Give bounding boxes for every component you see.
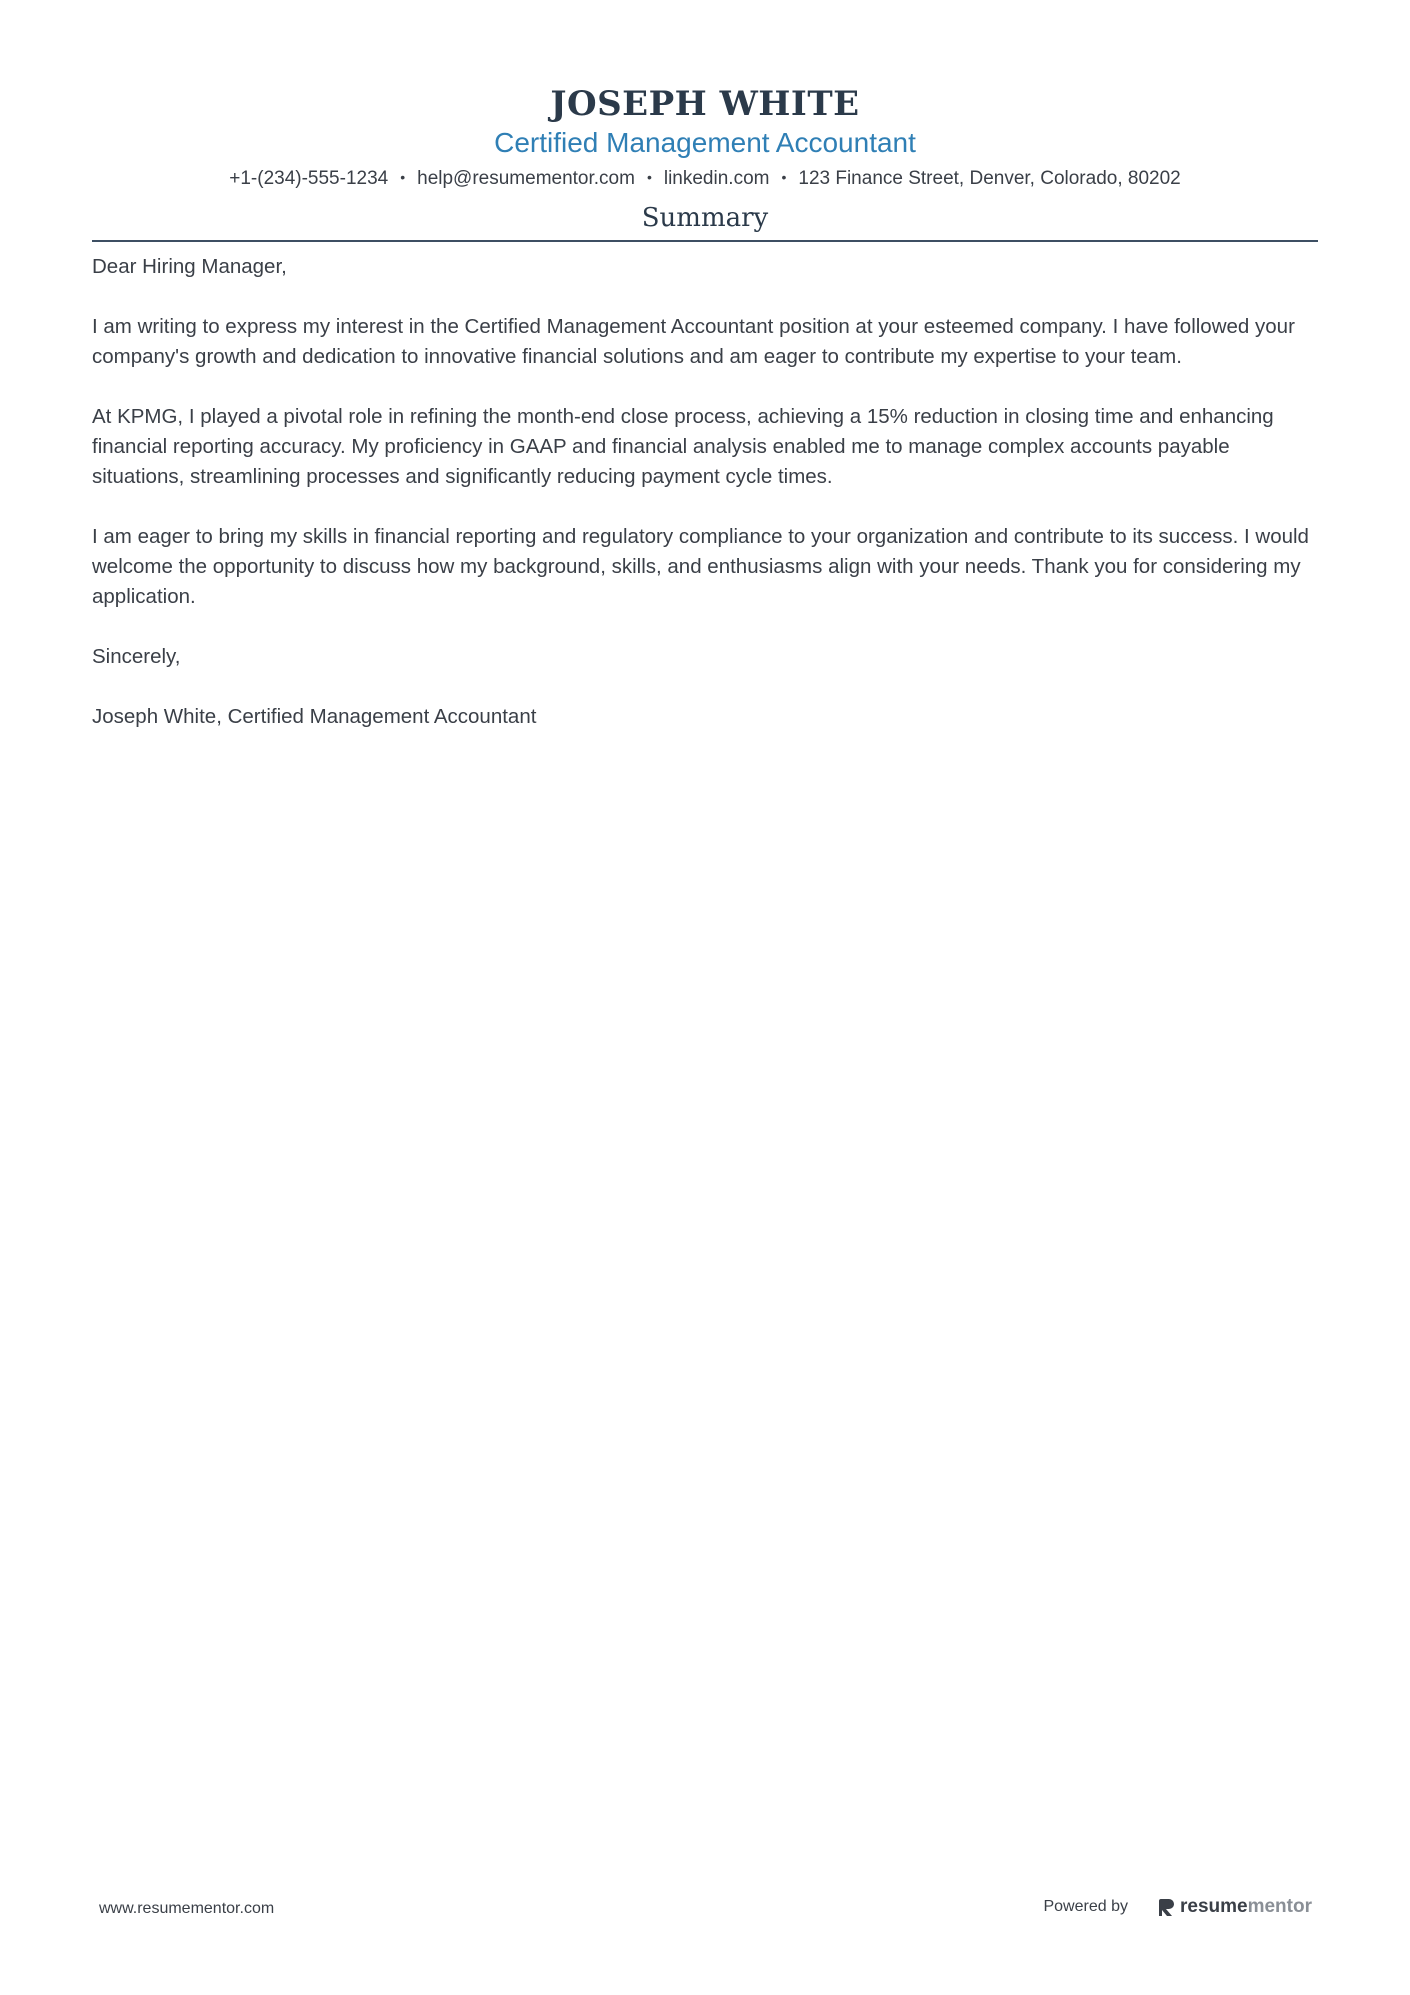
section-title: Summary (641, 203, 769, 233)
separator-dot: • (646, 169, 652, 185)
separator-dot: • (400, 169, 406, 185)
contact-email[interactable]: help@resumementor.com (417, 168, 635, 189)
contact-line (0, 164, 1410, 192)
resumementor-logo-icon (1158, 1897, 1176, 1917)
paragraph-3: I am eager to bring my skills in financial reporting and regulatory compliance to your organization and contribute to its success. I would welcome the opportunity to discuss how my background, skills, and enthusiasms align with your needs. Thank you for considering my application. (92, 525, 1309, 608)
paragraph-1: I am writing to express my interest in the Certified Management Accountant position at your esteemed company. I have followed your company's growth and dedication to innovative financial solutions and am eager to contribute my expertise to your team. (92, 315, 1295, 368)
greeting: Dear Hiring Manager, (92, 255, 287, 278)
letter-body (92, 252, 1318, 762)
closing: Sincerely, (92, 645, 181, 668)
brand-name-bold: resume (1179, 1896, 1248, 1917)
footer-branding (1043, 1896, 1312, 1918)
footer-website[interactable]: www.resumementor.com (99, 1900, 275, 1917)
contact-phone: +1-(234)-555-1234 (229, 168, 389, 189)
signature: Joseph White, Certified Management Accountant (92, 705, 537, 728)
contact-address: 123 Finance Street, Denver, Colorado, 80202 (798, 168, 1181, 189)
job-title: Certified Management Accountant (494, 127, 916, 158)
separator-dot: • (781, 169, 787, 185)
paragraph-2: At KPMG, I played a pivotal role in refining the month-end close process, achieving a 15% reduction in closing time and enhancing financial reporting accuracy. My proficiency in GAAP and financial analysis enabled me to manage complex accounts payable situations, streamlining processes and significantly reducing payment cycle times. (92, 405, 1274, 488)
contact-linkedin[interactable]: linkedin.com (663, 168, 770, 189)
brand-name-light: mentor (1247, 1896, 1312, 1917)
powered-by-label: Powered by (1043, 1898, 1128, 1915)
summary-section-header (92, 200, 1318, 242)
candidate-name: JOSEPH WHITE (550, 84, 860, 124)
header (0, 82, 1410, 192)
brand-logo[interactable] (1158, 1896, 1312, 1918)
